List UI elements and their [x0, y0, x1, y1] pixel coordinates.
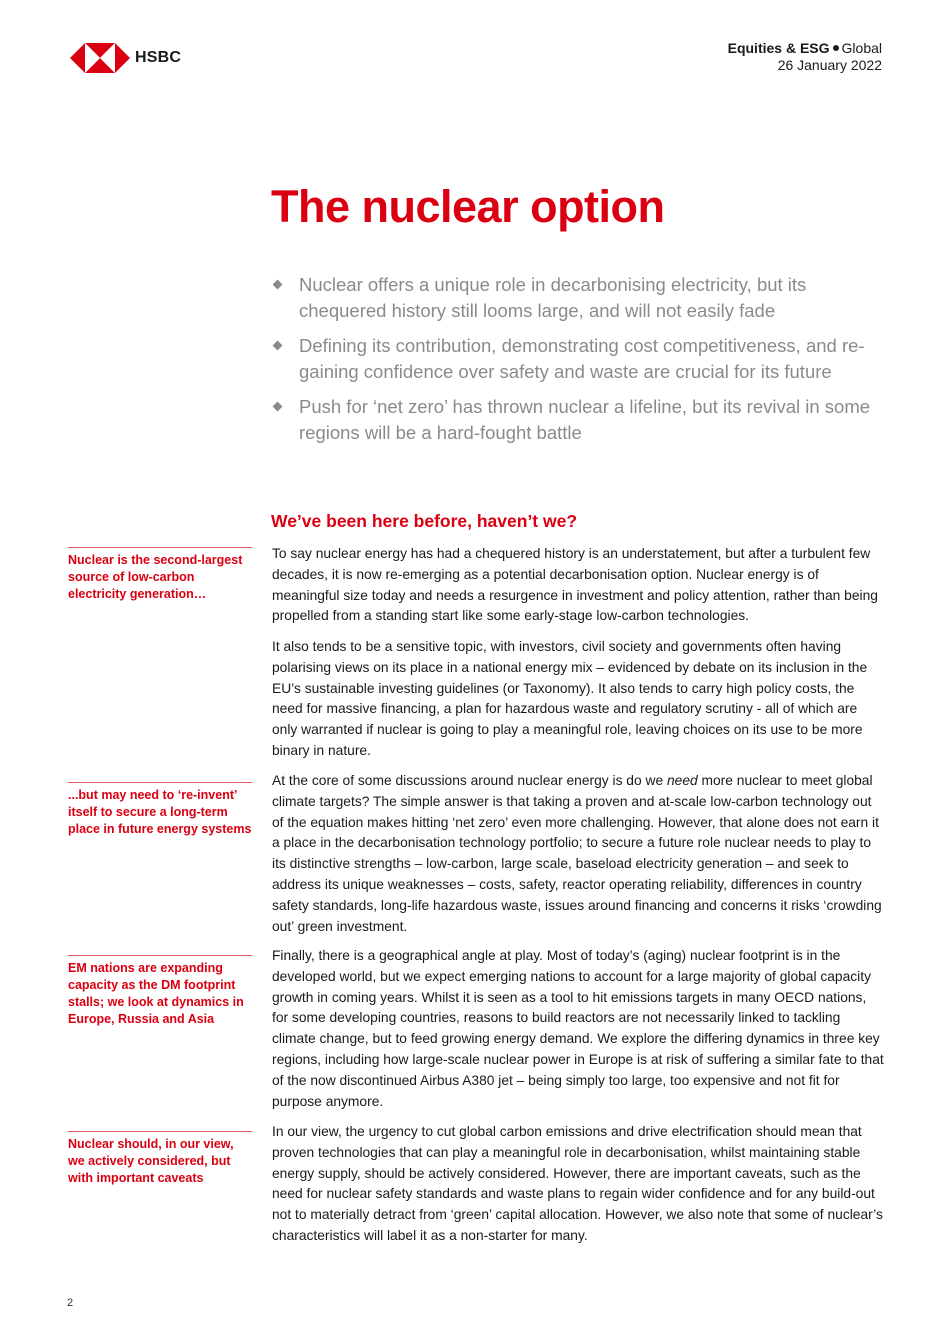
body-paragraph: To say nuclear energy has had a chequered history is an understatement, but after a turbulent few decades, it is now re-emerging as a potential decarbonisation option. Nuclear energy is of meaningful size today and needs a resurgence in investment and policy attention, rather than being propelled from a standing start like some early-stage low-carbon technologies.: [272, 546, 878, 624]
diamond-bullet-icon: [273, 341, 283, 351]
body-paragraph: Finally, there is a geographical angle at play. Most of today’s (aging) nuclear footprint is in the developed world, but we expect emerging nations to account for a large majority of global capacity growth in coming years. Whilst it is seen as a tool to hit emissions targets in many OECD nations, for some developing countries, reasons to build reactors are not necessarily linked to tackling climate change, but to feed growing energy demand. We explore the differing dynamics in three key regions, including how large-scale nuclear power in Europe is at risk of suffering a similar fate to that of the now discontinued Airbus A380 jet – being simply too large, too expensive and not fit for purpose anymore.: [272, 948, 884, 1109]
paragraph-text: more nuclear to meet global climate targets? The simple answer is that taking a proven and at-scale low-carbon technology out of the equation makes hitting ‘net zero’ even more challenging. However, that alone does not earn it a place in the decarbonisation technology portfolio; to secure a future role nuclear needs to play to its distinctive strengths – low-carbon, large scale, baseload electricity generation – and seek to address its unique weaknesses – costs, safety, reactor operating reliability, differences in country safety standards, long-life hazardous waste, issues around financing and concerns it risks ‘crowding out’ green investment.: [272, 773, 882, 934]
report-header: [728, 40, 882, 74]
report-date: 26 January 2022: [777, 57, 882, 73]
paragraph-text: At the core of some discussions around nuclear energy is do we: [272, 773, 667, 788]
section-heading: We’ve been here before, haven’t we?: [271, 511, 578, 531]
key-point: [271, 333, 891, 385]
key-points-list: [271, 272, 891, 455]
sidenote: ...but may need to ‘re-invent’ itself to secure a long-term place in future energy systems: [68, 782, 252, 838]
hsbc-logo: [70, 43, 181, 73]
bullet-dot-icon: [833, 45, 839, 51]
sidenote: Nuclear is the second-largest source of low-carbon electricity generation…: [68, 547, 252, 603]
region-label: Global: [841, 40, 882, 56]
section-line: [728, 40, 882, 57]
key-point: [271, 272, 891, 324]
section-label: Equities & ESG: [727, 40, 830, 56]
key-point-text: Push for ‘net zero’ has thrown nuclear a lifeline, but its revival in some regions will be a hard-fought battle: [299, 396, 871, 443]
hsbc-hexagon-icon: [70, 43, 130, 73]
body-paragraph: In our view, the urgency to cut global carbon emissions and drive electrification should mean that proven technologies that can play a meaningful role in decarbonisation, whilst maintaining stable energy supply, should be actively considered. However, there are important caveats, such as the need for nuclear safety standards and waste plans to regain wider confidence and for any build-out not to materially detract from ‘green’ capital allocation. However, we also note that some of nuclear’s characteristics will label it as a non-starter for many.: [272, 1124, 883, 1243]
diamond-bullet-icon: [273, 402, 283, 412]
page-number: 2: [67, 1297, 74, 1309]
key-point-text: Defining its contribution, demonstrating cost competitiveness, and re-gaining confidence over safety and waste are crucial for its future: [299, 335, 865, 382]
key-point-text: Nuclear offers a unique role in decarbonising electricity, but its chequered history still looms large, and will not easily fade: [299, 274, 807, 321]
body-paragraph: [272, 771, 884, 937]
emphasis-text: need: [666, 773, 698, 788]
body-paragraph: It also tends to be a sensitive topic, with investors, civil society and governments often having polarising views on its place in a national energy mix – evidenced by debate on its inclusion in the EU’s sustainable investing guidelines (or Taxonomy). It also tends to carry high policy costs, the need for massive financing, a plan for hazardous waste and regulatory scrutiny - all of which are only warranted if nuclear is going to play a meaningful role, leaving choices on its use to be more binary in nature.: [272, 639, 868, 758]
brand-name: HSBC: [135, 49, 182, 66]
key-point: [271, 394, 891, 446]
sidenote: Nuclear should, in our view, we actively considered, but with important caveats: [68, 1131, 252, 1187]
page-title: The nuclear option: [271, 181, 665, 232]
diamond-bullet-icon: [273, 280, 283, 290]
sidenote: EM nations are expanding capacity as the DM footprint stalls; we look at dynamics in Europe, Russia and Asia: [68, 955, 252, 1028]
